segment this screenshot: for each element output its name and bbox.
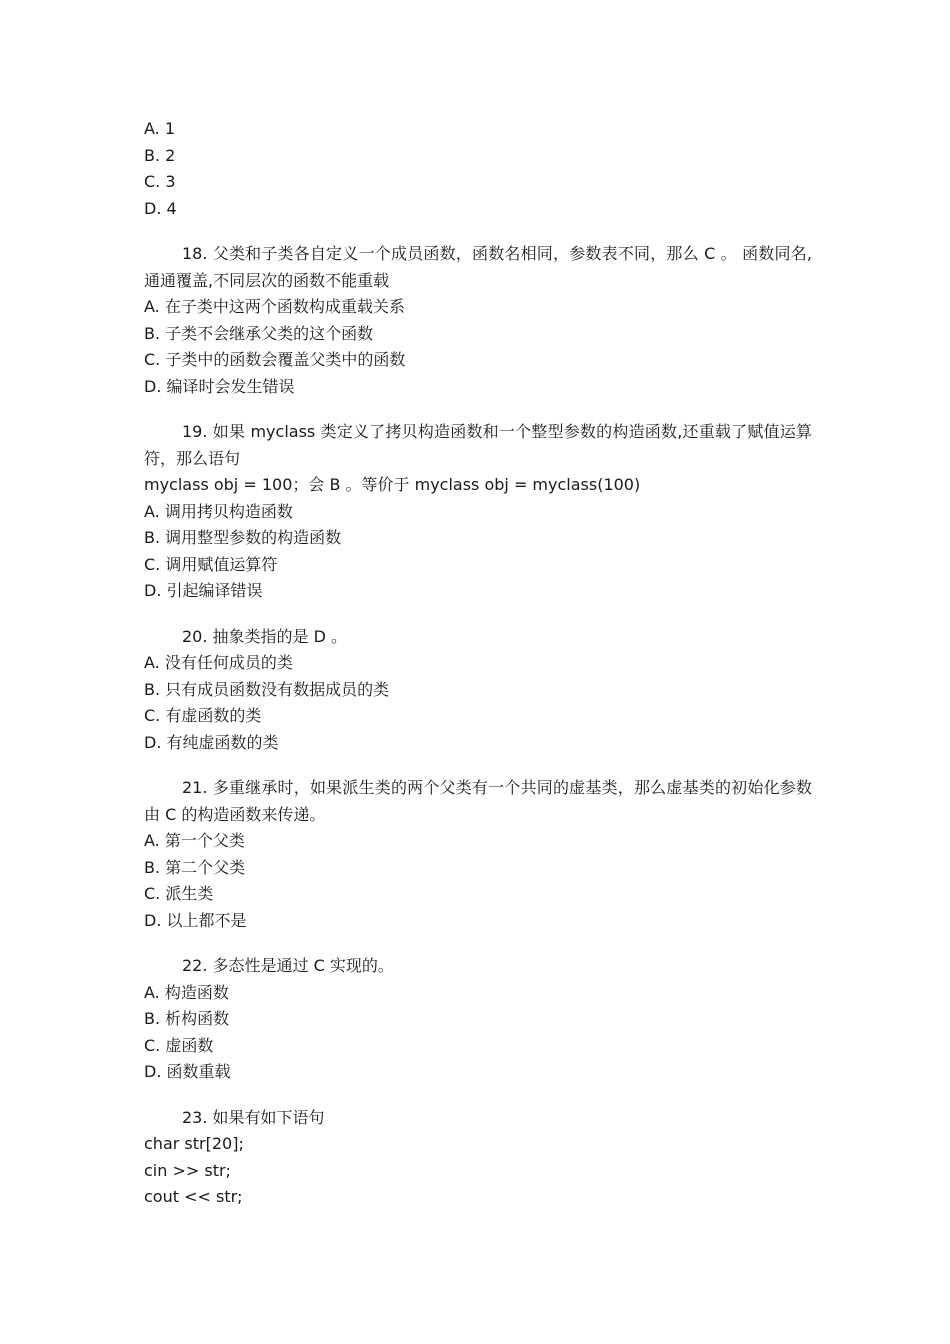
code-line: cin >> str; [144, 1160, 231, 1180]
question-stem: 22. 多态性是通过 C 实现的。 [182, 956, 394, 975]
document-page [144, 116, 812, 1211]
question-22 [144, 953, 812, 1086]
option-d: D. 4 [144, 198, 177, 218]
question-21 [144, 775, 812, 934]
option-b: B. 调用整型参数的构造函数 [144, 528, 342, 547]
option-d: D. 编译时会发生错误 [144, 376, 295, 396]
option-a: A. 在子类中这两个函数构成重载关系 [144, 297, 405, 316]
question-stem: 18. 父类和子类各自定义一个成员函数，函数名相同，参数表不同，那么 C 。 函数同名,通通覆盖,不同层次的函数不能重载 [144, 244, 812, 290]
option-d: D. 函数重载 [144, 1062, 231, 1081]
question-stem: 20. 抽象类指的是 D 。 [182, 626, 348, 646]
option-c: C. 有虚函数的类 [144, 706, 262, 725]
option-a: A. 1 [144, 119, 176, 138]
option-c: C. 调用赋值运算符 [144, 554, 278, 574]
question-stem: 23. 如果有如下语句 [182, 1107, 325, 1127]
option-d: D. 引起编译错误 [144, 581, 263, 600]
option-a: A. 构造函数 [144, 982, 229, 1002]
option-b: B. 子类不会继承父类的这个函数 [144, 323, 374, 343]
option-c: C. 派生类 [144, 884, 214, 903]
q17-options [144, 116, 812, 222]
code-line: char str[20]; [144, 1134, 244, 1153]
option-b: B. 第二个父类 [144, 857, 246, 877]
question-18 [144, 241, 812, 400]
code-line: myclass obj = 100；会 B 。等价于 myclass obj = myclass(100) [144, 475, 641, 494]
code-line: cout << str; [144, 1187, 243, 1206]
option-a: A. 第一个父类 [144, 831, 245, 850]
option-a: A. 调用拷贝构造函数 [144, 501, 293, 521]
option-c: C. 子类中的函数会覆盖父类中的函数 [144, 350, 406, 369]
option-c: C. 3 [144, 172, 176, 191]
question-23 [144, 1105, 812, 1211]
option-b: B. 2 [144, 145, 176, 165]
question-stem: 21. 多重继承时，如果派生类的两个父类有一个共同的虚基类，那么虚基类的初始化参数由 C 的构造函数来传递。 [144, 778, 812, 824]
option-c: C. 虚函数 [144, 1035, 214, 1055]
option-a: A. 没有任何成员的类 [144, 653, 293, 672]
question-19 [144, 419, 812, 605]
question-stem: 19. 如果 myclass 类定义了拷贝构造函数和一个整型参数的构造函数,还重载了赋值运算符，那么语句 [144, 422, 812, 468]
option-d: D. 有纯虚函数的类 [144, 732, 279, 752]
question-20 [144, 624, 812, 757]
option-b: B. 只有成员函数没有数据成员的类 [144, 679, 390, 699]
option-b: B. 析构函数 [144, 1009, 230, 1028]
option-d: D. 以上都不是 [144, 910, 247, 930]
